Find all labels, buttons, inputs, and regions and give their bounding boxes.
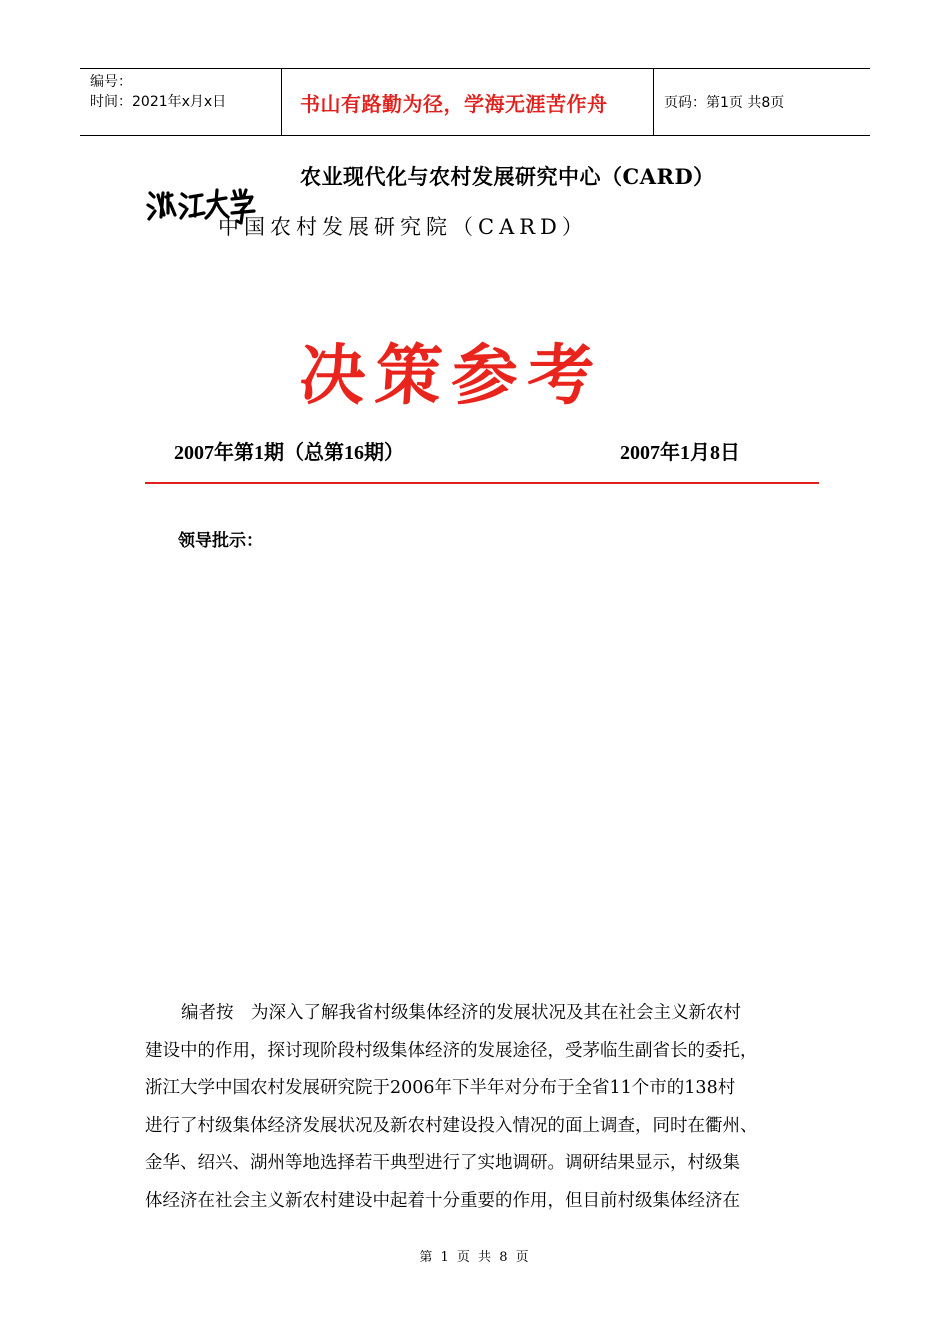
- body-line: 建设中的作用，探讨现阶段村级集体经济的发展途径，受茅临生副省长的委托，: [145, 1040, 758, 1061]
- time-label: 时间：2021年x月x日: [90, 94, 227, 110]
- issue-number: 2007年第1期（总第16期）: [174, 442, 404, 464]
- body-line: 体经济在社会主义新农村建设中起着十分重要的作用，但目前村级集体经济在: [145, 1190, 740, 1211]
- issue-date: 2007年1月8日: [620, 442, 740, 464]
- page-footer: 第 1 页 共 8 页: [419, 1250, 531, 1265]
- header-meta-cell: [80, 69, 282, 135]
- masthead-divider: [145, 482, 819, 484]
- body-line: 浙江大学中国农村发展研究院于2006年下半年对分布于全省11个市的138村: [145, 1078, 736, 1098]
- document-header: [80, 68, 870, 136]
- header-page-code: 页码：第1页 共8页: [664, 95, 785, 111]
- header-motto: 书山有路勤为径，学海无涯苦作舟: [282, 69, 654, 135]
- leader-instructions-label: 领导批示：: [178, 531, 263, 551]
- body-line: 编者按 为深入了解我省村级集体经济的发展状况及其在社会主义新农村: [181, 1003, 741, 1023]
- org-name-line1: 农业现代化与农村发展研究中心（CARD）: [300, 164, 715, 189]
- org-name-line2: 中国农村发展研究院（CARD）: [218, 215, 588, 239]
- body-line: 进行了村级集体经济发展状况及新农村建设投入情况的面上调查，同时在衢州、: [145, 1115, 758, 1136]
- masthead-title: 决策参考: [296, 337, 607, 414]
- number-label: 编号：: [90, 74, 132, 90]
- editor-note: [145, 995, 820, 1220]
- body-line: 金华、绍兴、湖州等地选择若干典型进行了实地调研。调研结果显示，村级集: [145, 1153, 740, 1173]
